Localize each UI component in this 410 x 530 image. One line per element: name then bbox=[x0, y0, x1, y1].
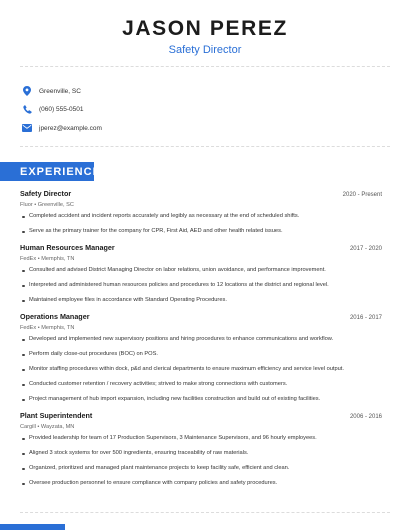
job-entry bbox=[20, 189, 382, 235]
job-bullet: Project management of hub import expansion, including new facilities construction and build out of existing facilities. bbox=[20, 396, 382, 403]
contact-divider bbox=[20, 146, 390, 147]
job-entry bbox=[20, 243, 382, 304]
header-divider bbox=[20, 66, 390, 67]
contact-email bbox=[20, 119, 102, 137]
job-bullet: Conducted customer retention / recovery activities; strived to make strong connections with customers. bbox=[20, 381, 382, 388]
job-title: Plant Superintendent bbox=[20, 411, 93, 420]
phone-icon bbox=[20, 103, 34, 117]
candidate-name: JASON PEREZ bbox=[122, 17, 288, 40]
contact-location-text: Greenville, SC bbox=[39, 87, 81, 95]
job-dates: 2006 - 2016 bbox=[349, 414, 382, 420]
job-dates: 2020 - Present bbox=[342, 192, 382, 198]
contact-location bbox=[20, 82, 102, 100]
job-dates: 2017 - 2020 bbox=[349, 246, 382, 252]
job-bullet: Oversee production personnel to ensure compliance with company policies and safety procedures. bbox=[20, 480, 382, 487]
next-section-bar bbox=[0, 524, 65, 530]
job-company: Cargill • Wayzata, MN bbox=[20, 424, 75, 430]
job-company: FedEx • Memphis, TN bbox=[20, 256, 75, 262]
job-title: Safety Director bbox=[20, 189, 72, 198]
job-bullet: Aligned 3 stock systems for over 500 ingredients, ensuring traceability of raw materials. bbox=[20, 450, 382, 457]
job-bullet: Serve as the primary trainer for the company for CPR, First Aid, AED and other health related issues. bbox=[20, 228, 382, 235]
job-company: Fluor • Greenville, SC bbox=[20, 202, 74, 208]
job-bullet: Developed and implemented new supervisory positions and hiring procedures to enhance communications and workflow. bbox=[20, 336, 382, 343]
job-title: Human Resources Manager bbox=[20, 243, 115, 252]
contact-email-text: jperez@example.com bbox=[39, 124, 102, 132]
section-heading-experience-label: EXPERIENCE bbox=[20, 165, 101, 178]
job-bullet: Maintained employee files in accordance with Standard Operating Procedures. bbox=[20, 297, 382, 304]
contact-phone bbox=[20, 101, 102, 119]
email-icon bbox=[20, 121, 34, 135]
job-bullet: Monitor staffing procedures within dock, p&d and clerical departments to ensure maximum efficiency and service level output. bbox=[20, 366, 382, 373]
job-bullet: Provided leadership for team of 17 Production Supervisors, 3 Maintenance Supervisors, and 96 hourly employees. bbox=[20, 435, 382, 442]
job-dates: 2016 - 2017 bbox=[349, 315, 382, 321]
section-divider bbox=[20, 512, 390, 513]
location-pin-icon bbox=[20, 84, 34, 98]
job-entry bbox=[20, 411, 382, 487]
section-heading-experience bbox=[0, 162, 101, 181]
experience-list bbox=[20, 189, 382, 495]
job-bullet: Completed accident and incident reports accurately and legibly as necessary at the end of scheduled shifts. bbox=[20, 213, 382, 220]
job-entry bbox=[20, 312, 382, 403]
job-bullet: Consulted and advised District Managing Director on labor relations, union avoidance, and performance improvement. bbox=[20, 267, 382, 274]
job-title: Operations Manager bbox=[20, 312, 90, 321]
job-bullet: Perform daily close-out procedures (BOC) on POS. bbox=[20, 351, 382, 358]
job-bullet: Interpreted and administered human resources policies and procedures to 12 locations at the district and regional level. bbox=[20, 282, 382, 289]
resume-header bbox=[0, 0, 410, 57]
job-company: FedEx • Memphis, TN bbox=[20, 325, 75, 331]
contact-list bbox=[20, 82, 102, 138]
candidate-title: Safety Director bbox=[168, 44, 242, 56]
job-bullet: Organized, prioritized and managed plant maintenance projects to keep facility safe, efficient and clean. bbox=[20, 465, 382, 472]
contact-phone-text: (060) 555-0501 bbox=[39, 106, 84, 113]
